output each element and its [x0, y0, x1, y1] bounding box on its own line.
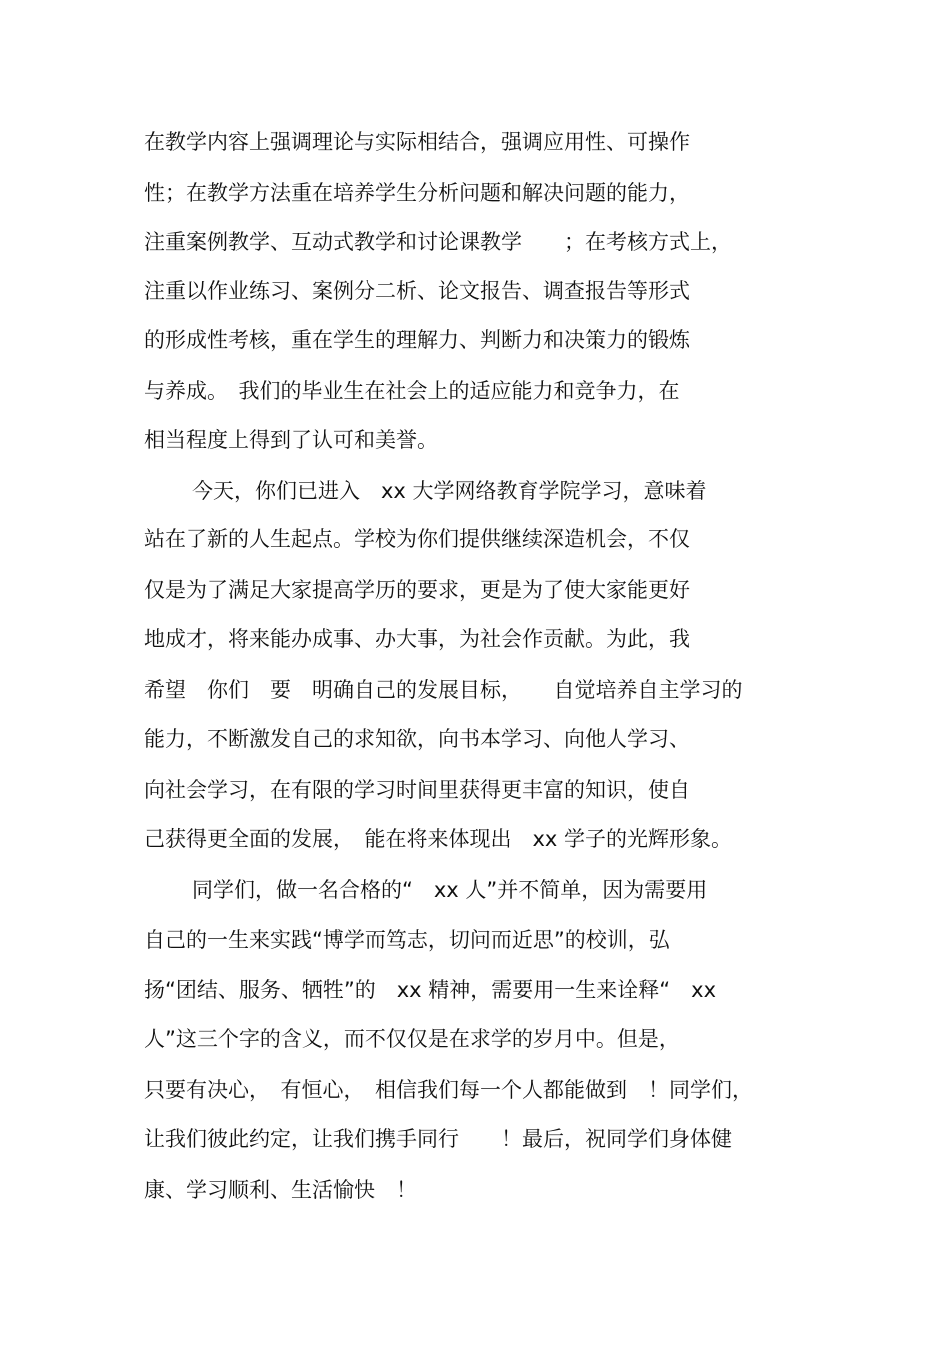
text-line: 注重案例教学、互动式教学和讨论课教学 ；在考核方式上，	[144, 230, 732, 254]
text-line: 己获得更全面的发展， 能在将来体现出 xx 学子的光辉形象。	[144, 827, 733, 851]
text-line: 性；在教学方法重在培养学生分析问题和解决问题的能力，	[144, 181, 690, 205]
text-line: 在教学内容上强调理论与实际相结合，强调应用性、可操作	[144, 130, 690, 154]
text-line: 希望 你们 要 明确自己的发展目标， 自觉培养自主学习的	[144, 678, 743, 702]
text-line: 向社会学习，在有限的学习时间里获得更丰富的知识，使自	[144, 778, 690, 802]
text-line: 今天，你们已进入 xx 大学网络教育学院学习，意味着	[192, 479, 707, 503]
text-line: 与养成。 我们的毕业生在社会上的适应能力和竞争力，在	[144, 379, 680, 403]
text-line: 让我们彼此约定，让我们携手同行 ！最后，祝同学们身体健	[144, 1127, 732, 1151]
text-line: 同学们，做一名合格的“ xx 人”并不简单，因为需要用	[192, 878, 708, 902]
text-line: 的形成性考核，重在学生的理解力、判断力和决策力的锻炼	[144, 328, 690, 352]
text-line: 站在了新的人生起点。学校为你们提供继续深造机会，不仅	[144, 527, 690, 551]
text-line: 自己的一生来实践“博学而笃志，切问而近思”的校训，弘	[144, 928, 670, 952]
text-line: 仅是为了满足大家提高学历的要求，更是为了使大家能更好	[144, 578, 690, 602]
text-line: 康、学习顺利、生活愉快 ！	[144, 1178, 417, 1202]
text-line: 注重以作业练习、案例分二析、论文报告、调查报告等形式	[144, 279, 690, 303]
text-line: 扬“团结、服务、牺牲”的 xx 精神，需要用一生来诠释“ xx	[144, 978, 717, 1002]
text-line: 能力，不断激发自己的求知欲，向书本学习、向他人学习、	[144, 727, 690, 751]
text-line: 人”这三个字的含义，而不仅仅是在求学的岁月中。但是，	[144, 1027, 680, 1051]
text-line: 只要有决心， 有恒心， 相信我们每一个人都能做到 ！同学们，	[144, 1078, 753, 1102]
text-line: 地成才，将来能办成事、办大事，为社会作贡献。为此，我	[144, 627, 690, 651]
text-line: 相当程度上得到了认可和美誉。	[144, 428, 438, 452]
